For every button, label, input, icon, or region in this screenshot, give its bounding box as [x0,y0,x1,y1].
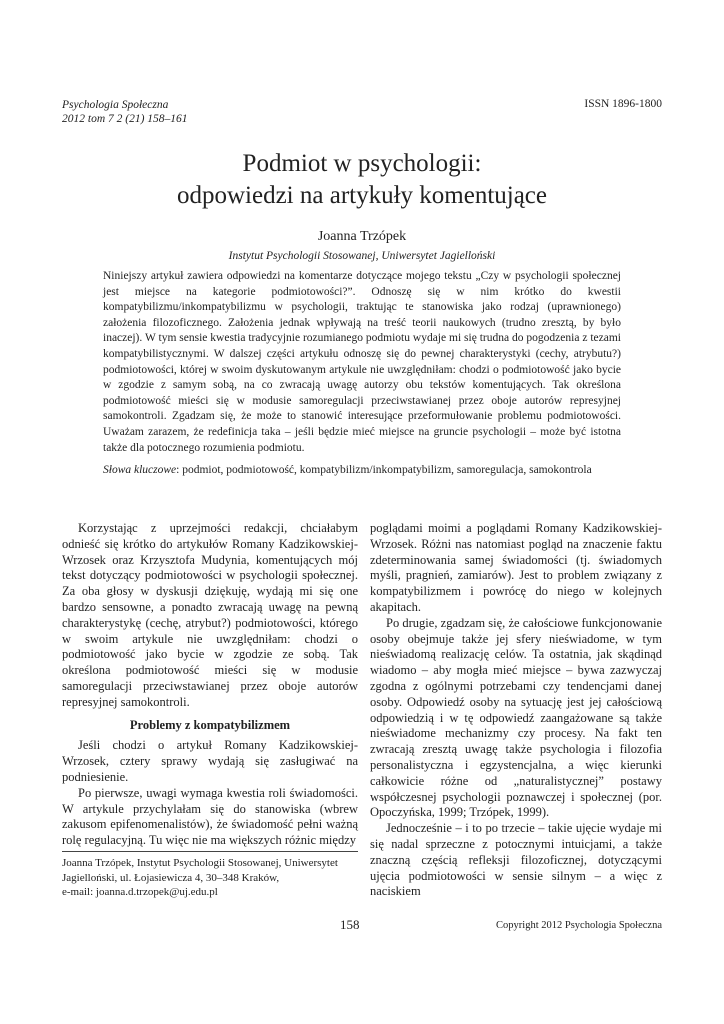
abstract-text: Niniejszy artykuł zawiera odpowiedzi na komentarze dotyczące mojego tekstu „Czy w psychologii społecznej jest miejsce na kategorie podmiotowości?”. Odnoszę się w nim krótko do kwestii kompatybilizmu/inkompatybilizmu w psychologii, traktując te stanowiska jako rodzaj (uprawnionego) założenia filozoficznego. Założenia jednak wpływają na treść teorii naukowych (trudno zresztą, by było inaczej). W tym sensie kwestia tradycyjnie rozumianego podmiotu wydaje mi się trudna do pogodzenia z tezami kompatybilistycznymi. W dalszej części artykułu odnoszę się do pewnej charakterystyki (cechy, atrybutu?) podmiotowości, której w swoim dyskutowanym artykule nie uwzględniłam: chodzi o podmiotowość jako bycie w zgodzie z samym sobą, na co zwracają uwagę autorzy obu tekstów komentujących. Tak określona podmiotowość mieści się w modusie samoregulacji przeciwstawianej przez oboje autorów represyjnej samokontroli. Zgadzam się, że może to stanowić interesujące przeformułowanie problemu podmiotowości. Uważam zarazem, że redefinicja taka – jeśli będzie mieć miejsce na gruncie psychologii – może być istotna także dla potocznego rozumienia podmiotu. [103,270,621,454]
body-right-column [370,521,662,900]
keywords-list: : podmiot, podmiotowość, kompatybilizm/inkompatybilizm, samoregulacja, samokontrola [176,464,592,477]
paragraph: Jednocześnie – i to po trzecie – takie ujęcie wydaje mi się nadal sprzeczne z potocznymi intuicjami, a także znaczną częścią refleksji filozoficznej, dotyczącymi ujęcia podmiotowości w sensie silnym – a więc z naciskiem [370,821,662,899]
page-number: 158 [340,917,360,932]
issn: ISSN 1896-1800 [584,98,662,110]
article-title [62,148,662,212]
paragraph: Po pierwsze, uwagi wymaga kwestia roli świadomości. W artykule przychylałam się do stanowiska (wbrew zakusom epifenomenalistów), że świadomość pełni ważną rolę regulacyjną. Tu więc nie ma większych różnic między [62,785,358,848]
footnote-email: e-mail: joanna.d.trzopek@uj.edu.pl [62,886,218,898]
paragraph: Korzystając z uprzejmości redakcji, chciałabym odnieść się krótko do artykułów Romany Kadzikowskiej-Wrzosek oraz Krzysztofa Mudynia, komentujących mój tekst dotyczący podmiotowości w psychologii społecznej. Za oba głosy w dyskusji dziękuję, wydają mi się one bardzo sensowne, a ponadto zwracają uwagę na pewną charakterystykę (cechę, atrybut?) podmiotowości, którego w swoim artykule nie uwzględniłam: chodzi o podmiotowość jako bycie w zgodzie ze sobą. Tak określona podmiotowość mieści się w modusie samoregulacji przeciwstawianej przez oboje autorów represyjnej samokontroli. [62,521,358,709]
journal-info [62,98,188,126]
keywords-label: Słowa kluczowe [103,464,177,477]
paragraph: poglądami moimi a poglądami Romany Kadzikowskiej-Wrzosek. Różni nas natomiast pogląd na znaczenie faktu zdeterminowania samej świadomości (tj. świadomych myśli, pragnień, zamiarów). Jest to problem związany z kompatybilizmem i powrócę do niego w kolejnych akapitach. [370,521,662,614]
journal-name: Psychologia Społeczna [62,99,169,111]
footnote-divider [62,851,358,852]
copyright: Copyright 2012 Psychologia Społeczna [496,920,662,931]
journal-volume: 2012 tom 7 2 (21) 158–161 [62,113,188,125]
footnote [62,856,358,900]
author-affiliation: Instytut Psychologii Stosowanej, Uniwersytet Jagielloński [228,250,496,262]
title-line-1: Podmiot w psychologii: [242,150,482,177]
section-heading: Problemy z kompatybilizmem [129,717,291,732]
keywords [103,463,621,479]
title-line-2: odpowiedzi na artykuły komentujące [176,182,548,209]
footnote-address: Joanna Trzópek, Instytut Psychologii Stosowanej, Uniwersytet Jagielloński, ul. Łojasiewicza 4, 30–348 Kraków, [62,857,338,884]
paragraph: Jeśli chodzi o artykuł Romany Kadzikowskiej-Wrzosek, cztery sprawy wydają się zasługiwać na podniesienie. [62,738,358,784]
author-name: Joanna Trzópek [317,229,407,244]
paragraph: Po drugie, zgadzam się, że całościowe funkcjonowanie osoby obejmuje także jej sfery nieświadome, w tym nieświadomą realizację celów. Ta ostatnia, jak skądinąd wiadomo – aby mogła mieć miejsce – bywa zazwyczaj zgodna z ogólnymi potrzebami czy tendencjami danej osoby. Odpowiedź osoby na sytuację jest jej całościową odpowiedzią i w tę odpowiedź zaangażowane są także nieświadome mechanizmy czy procesy. Na fakt ten zwracają zresztą uwagę także psychologia i filozofia personalistyczna i egzystencjalna, a więc kierunki całkowicie różne od „naturalistycznej” postawy współczesnej psychologii poznawczej i społecznej (por. Opoczyńska, 1999; Trzópek, 1999). [370,615,662,820]
body-left-column [62,521,358,849]
abstract [103,269,621,479]
